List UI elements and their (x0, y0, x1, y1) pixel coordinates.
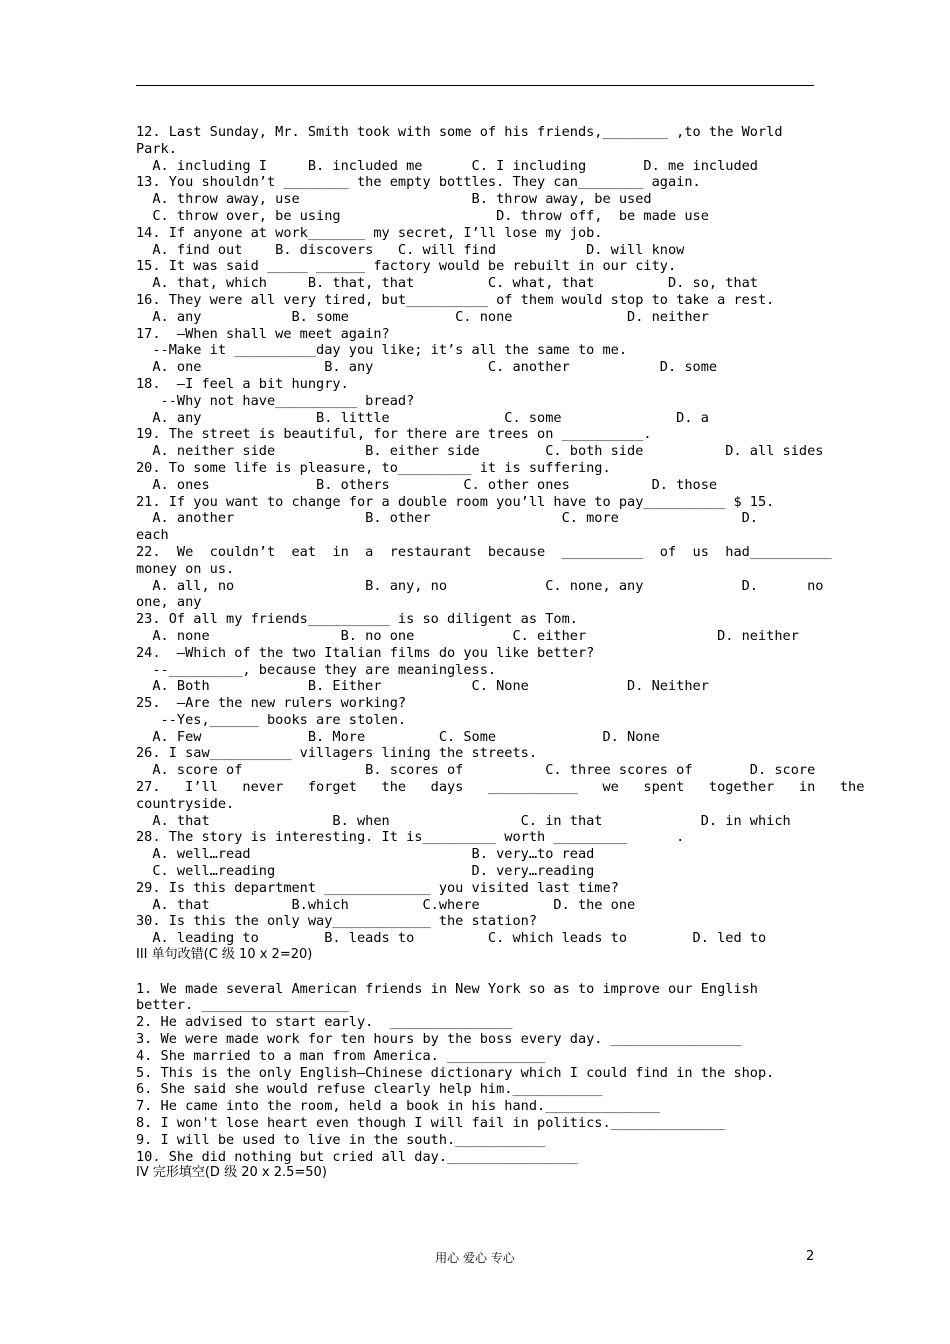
correction-line: 3. We were made work for ten hours by the boss every day. ________________ (136, 1031, 742, 1048)
question-line: --Yes,______ books are stolen. (136, 711, 407, 728)
question-line: A. leading to B. leads to C. which leads to D. led to (136, 930, 767, 947)
question-line: A. throw away, use B. throw away, be used (136, 191, 652, 208)
footer-text: 用心 爱心 专心 (435, 1251, 515, 1265)
question-line: A. ones B. others C. other ones D. those (136, 476, 718, 493)
correction-line: 5. This is the only English—Chinese dictionary which I could find in the shop. (136, 1064, 775, 1081)
question-line: A. well…read B. very…to read (136, 846, 595, 863)
question-line: money on us. (136, 560, 235, 577)
question-line: 25. –Are the new rulers working? (136, 695, 407, 712)
question-line: 14. If anyone at work_______ my secret, I’ll lose my job. (136, 224, 603, 241)
question-line: A. Both B. Either C. None D. Neither (136, 678, 709, 695)
question-line: A. any B. some C. none D. neither (136, 308, 709, 325)
correction-line: 10. She did nothing but cried all day.________________ (136, 1148, 578, 1165)
question-line: 12. Last Sunday, Mr. Smith took with some of his friends,________ ,to the World (136, 124, 783, 140)
question-line: A. that B.which C.where D. the one (136, 896, 636, 913)
question-line: A. another B. other C. more D. (136, 510, 758, 527)
correction-line: 8. I won't lose heart even though I will fail in politics.______________ (136, 1115, 726, 1132)
spacer (136, 964, 816, 981)
question-line: 23. Of all my friends__________ is so diligent as Tom. (136, 611, 578, 628)
question-line: 28. The story is interesting. It is_________ worth _________ . (136, 829, 685, 846)
question-line: A. neither side B. either side C. both side D. all sides (136, 443, 824, 460)
question-line: --Make it __________day you like; it’s all the same to me. (136, 342, 628, 359)
page-content (136, 124, 865, 1182)
question-line: A. none B. no one C. either D. neither (136, 627, 799, 644)
question-line: 30. Is this the only way____________ the station? (136, 913, 538, 930)
page-number: 2 (806, 1249, 815, 1264)
correction-line: 6. She said she would refuse clearly help him.___________ (136, 1081, 603, 1098)
section-title-cloze: IV 完形填空(D 级 20 x 2.5=50) (136, 1165, 327, 1181)
question-line: A. find out B. discovers C. will find D. will know (136, 241, 685, 258)
question-line: A. that, which B. that, that C. what, that D. so, that (136, 275, 758, 292)
correction-line: 9. I will be used to live in the south.___________ (136, 1131, 546, 1148)
section-title-error-correction: III 单句改错(C 级 10 x 2=20) (136, 947, 313, 963)
question-line: A. score of B. scores of C. three scores of D. score (136, 762, 816, 779)
question-line: A. one B. any C. another D. some (136, 359, 718, 376)
question-line: C. throw over, be using D. throw off, be made use (136, 207, 709, 224)
question-line: 26. I saw__________ villagers lining the streets. (136, 745, 538, 762)
question-line: 17. –When shall we meet again? (136, 325, 390, 342)
correction-line: 7. He came into the room, held a book in his hand.______________ (136, 1098, 660, 1115)
question-line: 15. It was said _____ ______ factory would be rebuilt in our city. (136, 258, 677, 275)
question-line: A. any B. little C. some D. a (136, 409, 709, 426)
correction-line: 2. He advised to start early. _______________ (136, 1014, 513, 1031)
header-rule (136, 85, 814, 86)
question-line: 22. We couldn’t eat in a restaurant because __________ of us had__________ (136, 543, 832, 560)
correction-line: better. __________________ (136, 997, 349, 1014)
question-line: A. including I B. included me C. I including D. me included (136, 157, 758, 174)
question-line: --Why not have__________ bread? (136, 392, 415, 409)
question-line: one, any (136, 594, 202, 611)
error-correction-section (136, 981, 816, 1166)
question-line: 16. They were all very tired, but__________ of them would stop to take a rest. (136, 291, 775, 308)
question-line: C. well…reading D. very…reading (136, 863, 595, 880)
correction-line: 1. We made several American friends in New York so as to improve our English (136, 980, 758, 997)
question-line: Park. (136, 140, 177, 157)
question-line: each (136, 527, 169, 544)
question-line: 13. You shouldn’t ________ the empty bottles. They can________ again. (136, 174, 701, 191)
question-line: 19. The street is beautiful, for there are trees on __________. (136, 426, 652, 443)
question-line: 27. I’ll never forget the days ___________ we spent together in the (136, 779, 865, 796)
question-line: A. that B. when C. in that D. in which (136, 812, 791, 829)
question-line: 20. To some life is pleasure, to_________ it is suffering. (136, 459, 611, 476)
correction-line: 4. She married to a man from America. ____________ (136, 1047, 546, 1064)
question-line: 29. Is this department _____________ you visited last time? (136, 879, 619, 896)
question-line: --_________, because they are meaningless. (136, 661, 497, 678)
question-line: 18. –I feel a bit hungry. (136, 375, 349, 392)
question-line: countryside. (136, 795, 235, 812)
multiple-choice-section (136, 124, 865, 947)
question-line: A. Few B. More C. Some D. None (136, 728, 660, 745)
question-line: 21. If you want to change for a double room you’ll have to pay__________ $ 15. (136, 493, 775, 510)
question-line: A. all, no B. any, no C. none, any D. no (136, 577, 824, 594)
question-line: 24. –Which of the two Italian films do you like better? (136, 644, 595, 661)
